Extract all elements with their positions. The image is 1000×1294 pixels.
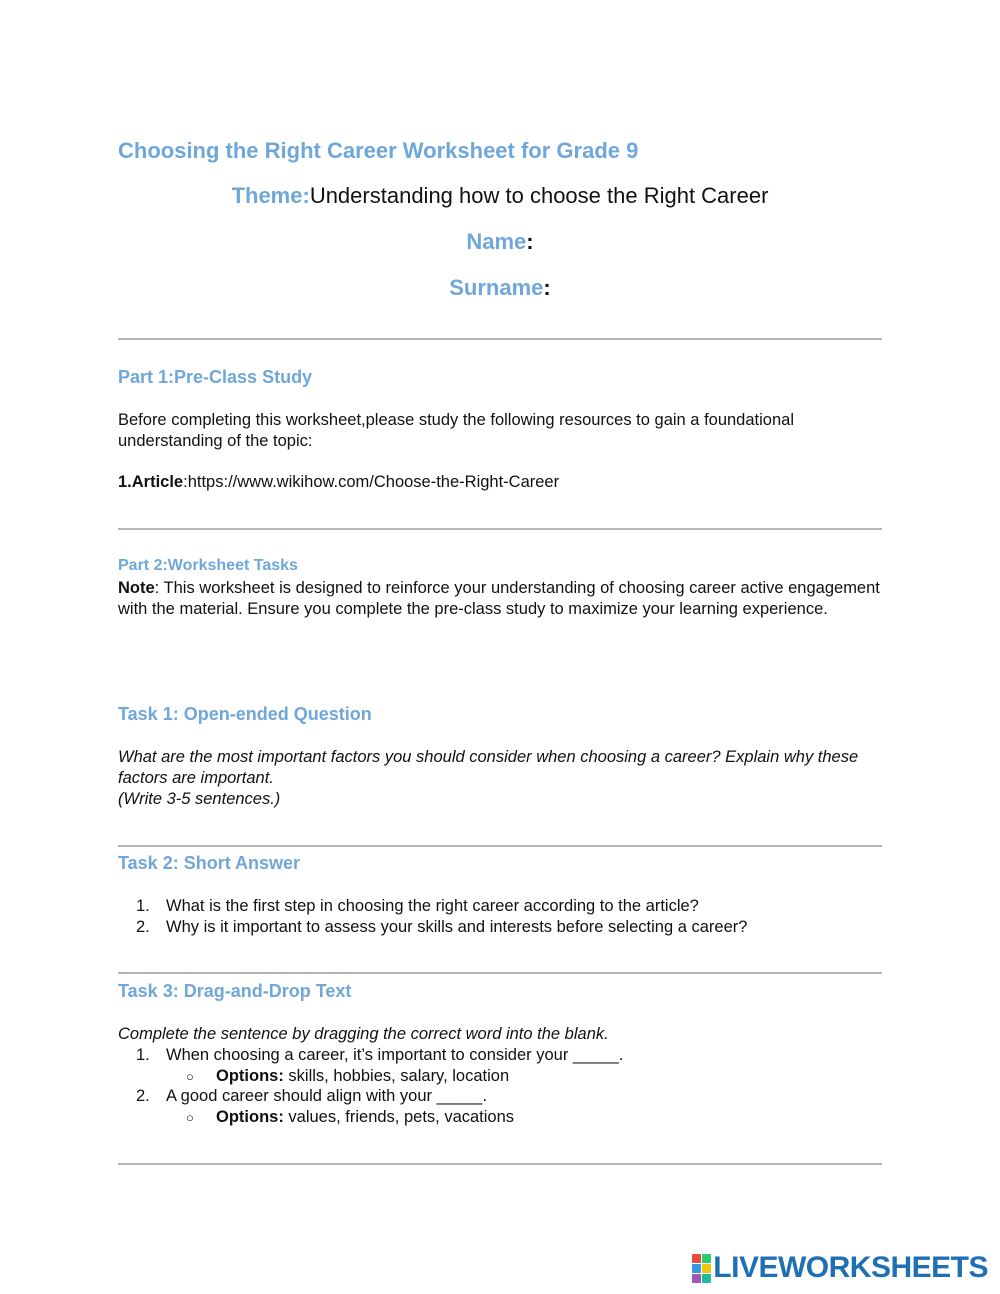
article-line (118, 472, 888, 493)
item-number: 2. (136, 918, 150, 936)
logo-blocks-icon (692, 1254, 711, 1283)
divider (118, 1163, 882, 1165)
list-item (136, 1045, 623, 1066)
options-text: values, friends, pets, vacations (283, 1108, 515, 1126)
liveworksheets-logo (692, 1252, 988, 1284)
divider (118, 528, 882, 530)
part1-intro: Before completing this worksheet,please study the following resources to gain a foundational understanding of the topic: (118, 411, 794, 450)
article-link[interactable]: :https://www.wikihow.com/Choose-the-Right-Career (183, 473, 560, 491)
options-line (186, 1107, 514, 1129)
task1-question: What are the most important factors you should consider when choosing a career? Explain why these factors are important. (118, 748, 859, 787)
item-text: A good career should align with your _____. (166, 1087, 488, 1105)
item-number: 1. (136, 897, 150, 915)
name-label: Name (466, 229, 527, 254)
options-text: skills, hobbies, salary, location (283, 1067, 510, 1085)
logo-text: LIVEWORKSHEETS (713, 1251, 988, 1284)
note-text: : This worksheet is designed to reinforce your understanding of choosing career active engagement with the material. Ensure you complete the pre-class study to maximize your learning experience. (118, 579, 880, 618)
worksheet-title: Choosing the Right Career Worksheet for Grade 9 (118, 138, 639, 163)
options-line (186, 1066, 509, 1088)
list-item (136, 917, 747, 938)
part1-heading: Part 1:Pre-Class Study (118, 367, 313, 387)
article-label: 1.Article (118, 473, 184, 491)
surname-field (0, 275, 1000, 301)
bullet-icon: ○ (186, 1110, 194, 1125)
note-label: Note (118, 579, 155, 597)
item-number: 1. (136, 1046, 150, 1064)
item-text: When choosing a career, it’s important to consider your _____. (166, 1046, 624, 1064)
task2-heading: Task 2: Short Answer (118, 853, 301, 873)
name-colon: : (526, 229, 534, 254)
item-text: Why is it important to assess your skills and interests before selecting a career? (166, 918, 748, 936)
divider (118, 972, 882, 974)
task3-heading: Task 3: Drag-and-Drop Text (118, 981, 352, 1001)
divider (118, 338, 882, 340)
surname-colon: : (543, 275, 551, 300)
options-label: Options: (216, 1108, 284, 1126)
list-item (136, 1086, 487, 1107)
theme-label: Theme: (231, 183, 310, 208)
name-field (0, 229, 1000, 255)
part2-heading: Part 2:Worksheet Tasks (118, 557, 298, 574)
item-number: 2. (136, 1087, 150, 1105)
bullet-icon: ○ (186, 1069, 194, 1084)
surname-label: Surname (449, 275, 544, 300)
task1-instruction: (Write 3-5 sentences.) (118, 790, 281, 808)
item-text: What is the first step in choosing the right career according to the article? (166, 897, 699, 915)
theme-line (0, 183, 1000, 209)
theme-text: Understanding how to choose the Right Career (309, 183, 769, 208)
task1-heading: Task 1: Open-ended Question (118, 704, 372, 724)
list-item (136, 896, 699, 917)
options-label: Options: (216, 1067, 284, 1085)
part2-note (118, 578, 888, 619)
task3-instruction: Complete the sentence by dragging the correct word into the blank. (118, 1025, 609, 1043)
divider (118, 845, 882, 847)
